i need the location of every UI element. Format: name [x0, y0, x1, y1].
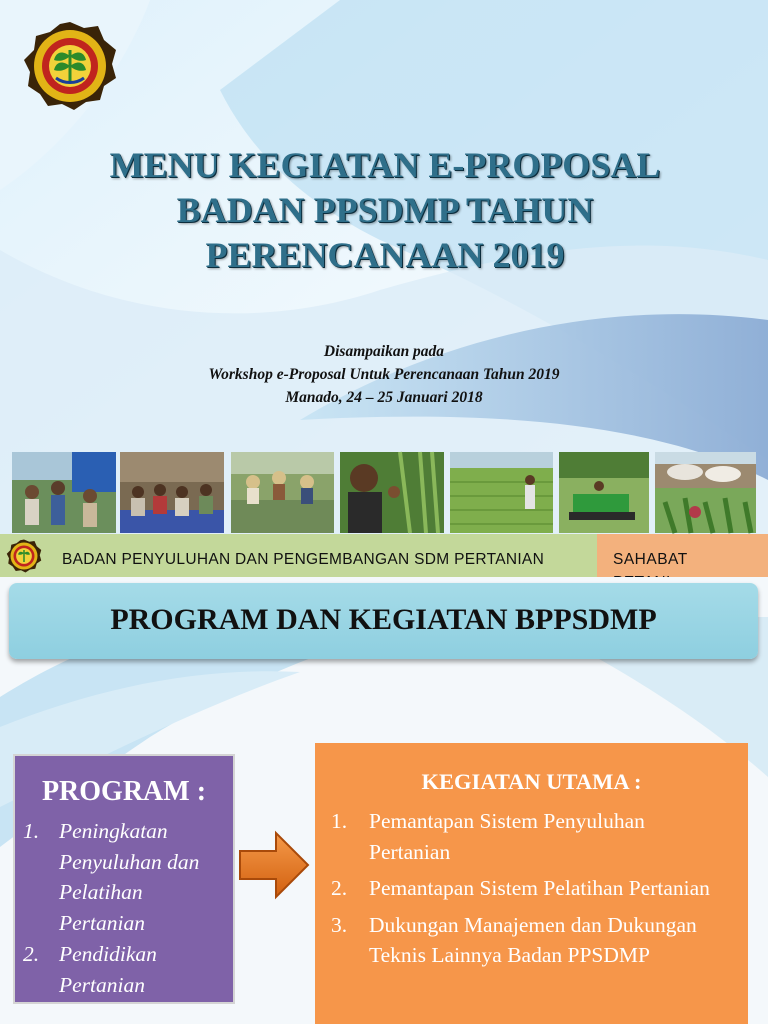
title-line-1: MENU KEGIATAN E-PROPOSAL [109, 145, 661, 185]
list-item [331, 910, 719, 971]
list-item [331, 873, 719, 904]
kegiatan-box [315, 743, 748, 1024]
program-heading: PROGRAM : [41, 776, 207, 807]
title-line-3: PERENCANAAN 2019 [205, 235, 565, 275]
list-number: 1. [331, 809, 348, 833]
program-box [13, 754, 235, 1004]
program-slide [0, 577, 768, 1024]
list-number: 2. [331, 876, 348, 900]
photo-group-discussion [120, 452, 224, 533]
list-item [23, 816, 233, 938]
footer-bar [0, 534, 768, 577]
list-text: Peningkatan Penyuluhan dan Pelatihan Pertanian [59, 819, 200, 935]
photo-cattle-and-plants [655, 452, 756, 533]
subtitle-line-1: Disampaikan pada [323, 343, 445, 360]
list-number: 3. [331, 912, 348, 937]
list-text: Pendidikan Pertanian [59, 942, 157, 997]
list-text: Dukungan Manajemen dan Dukungan Teknis Lainnya Badan PPSDMP [369, 912, 697, 967]
footer-agency-name: BADAN PENYULUHAN DAN PENGEMBANGAN SDM PERTANIAN [62, 551, 545, 568]
photo-spraying-rice-field [450, 452, 553, 533]
subtitle-line-2: Workshop e-Proposal Untuk Perencanaan Tahun 2019 [208, 366, 560, 383]
title-line-2: BADAN PPSDMP TAHUN [176, 190, 594, 230]
photo-farmer-inspecting-corn [340, 452, 444, 533]
footer-logo [6, 538, 42, 574]
banner-title: PROGRAM DAN KEGIATAN BPPSDMP [110, 603, 657, 636]
list-text: Pemantapan Sistem Penyuluhan Pertanian [369, 809, 645, 864]
list-number: 2. [23, 942, 40, 966]
ministry-logo [22, 20, 118, 112]
slide-title-banner [9, 583, 758, 659]
slide-title [60, 143, 710, 278]
kegiatan-heading: KEGIATAN UTAMA : [421, 769, 642, 794]
footer-tagline-box [597, 534, 768, 577]
list-text: Pemantapan Sistem Pelatihan Pertanian [369, 876, 710, 900]
photo-strip [12, 452, 756, 533]
list-item [331, 806, 719, 867]
footer-tagline: SAHABAT [613, 551, 688, 568]
list-item [23, 939, 233, 1000]
subtitle-line-3: Manado, 24 – 25 Januari 2018 [285, 389, 483, 406]
slide-subtitle [84, 340, 684, 409]
photo-farmers-meeting [12, 452, 116, 533]
photo-rice-transplanter [559, 452, 649, 533]
right-arrow-icon [238, 829, 310, 901]
program-list [23, 816, 233, 1001]
photo-rice-planting [231, 452, 334, 533]
kegiatan-list [331, 806, 719, 977]
list-number: 1. [23, 819, 40, 843]
